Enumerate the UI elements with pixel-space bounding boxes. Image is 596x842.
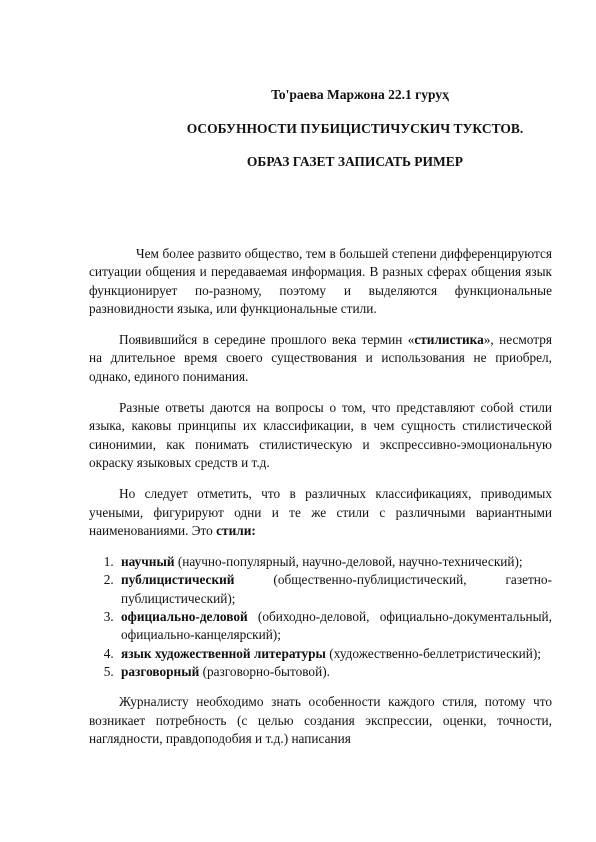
paragraph-1: Чем более развито общество, тем в большей степени дифференцируются ситуации общения и передаваемая информация. В разных сферах общения язык функционирует по-разному, поэтому и выделяются функциональные разновидности языка, или функциональные стили. [89, 246, 552, 316]
style-variants: (научно-популярный, научно-деловой, научно-технический); [174, 554, 523, 570]
title-line-1 [0, 120, 596, 138]
style-name: разговорный [121, 663, 200, 679]
list-item [117, 553, 552, 571]
paragraph-3: Разные ответы даются на вопросы о том, что представляют собой стили языка, каковы принципы их классификации, в чем сущность стилистической синонимии, как понимать стилистическую и экспрессивно-эмоциональную окраску языковых средств и т.д. [89, 400, 552, 470]
list-item [117, 663, 552, 681]
style-name: официально-деловой [121, 609, 248, 625]
paragraph-4-text: Но следует отметить, что в различных классификациях, приводимых учеными, фигурируют одни и те же стили с различными вариантными наименованиями. Это [89, 486, 552, 538]
styles-list [89, 553, 552, 681]
list-item [117, 645, 552, 663]
paragraph-4 [89, 485, 552, 540]
style-variants: (обиходно-деловой, официально-документальный, официально-канцелярский); [121, 609, 552, 643]
paragraph-2 [89, 331, 552, 386]
style-name: язык художественной литературы [121, 645, 326, 661]
style-name: публицистический [121, 572, 235, 588]
author-text: To'раева Маржона 22.1 гуруҳ [271, 87, 449, 102]
term-stili: стили: [216, 522, 256, 538]
paragraph-2-start: Появившийся в середине прошлого века термин « [119, 332, 415, 348]
style-variants: (общественно-публицистический, газетно-публицистический); [121, 572, 552, 606]
style-name: научный [121, 554, 175, 570]
paragraph-5: Журналисту необходимо знать особенности каждого стиля, потому что возникает потребность (с целью создания экспрессии, оценки, точности, наглядности, правдоподобия и т.д.) написания [89, 694, 552, 746]
paragraph-2-end: », несмотря на длительное время своего существования и использования не приобрел, однако, единого понимания. [89, 332, 552, 384]
term-stilistika: стилистика [414, 332, 484, 348]
title-text-2: ОБРАЗ ГАЗЕТ ЗАПИСАТЬ РИМЕР [246, 154, 464, 169]
list-item [117, 571, 552, 608]
title-line-2 [0, 153, 596, 171]
list-item [117, 608, 552, 645]
style-variants: (художественно-беллетристический); [325, 645, 541, 661]
author-line [0, 86, 596, 104]
title-text-1: ОСОБУННОСТИ ПУБИЦИСТИЧУСКИЧ ТУКСТОВ. [186, 121, 524, 136]
document-body [89, 245, 552, 761]
style-variants: (разговорно-бытовой). [199, 663, 330, 679]
